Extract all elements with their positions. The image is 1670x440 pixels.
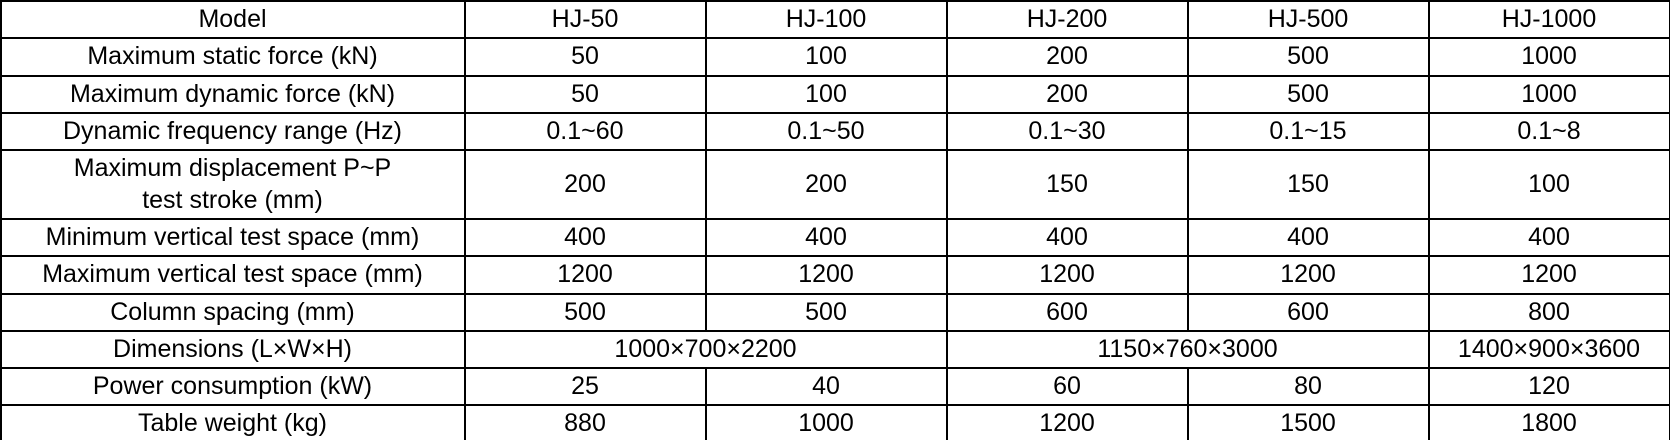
- row-label: Table weight (kg): [1, 405, 465, 440]
- table-row: [1, 1, 1670, 38]
- table-row: [1, 368, 1670, 405]
- table-cell: 1800: [1429, 405, 1670, 440]
- table-cell: 1200: [1429, 256, 1670, 293]
- table-row: [1, 113, 1670, 150]
- table-cell: 60: [947, 368, 1188, 405]
- table-cell: HJ-500: [1188, 1, 1429, 38]
- table-cell: 200: [947, 38, 1188, 75]
- table-cell: 0.1~50: [706, 113, 947, 150]
- table-cell: 80: [1188, 368, 1429, 405]
- table-cell: 25: [465, 368, 706, 405]
- table-cell: 1000: [706, 405, 947, 440]
- table-row: [1, 256, 1670, 293]
- table-cell: HJ-200: [947, 1, 1188, 38]
- table-row: [1, 219, 1670, 256]
- table-cell: 400: [706, 219, 947, 256]
- table-cell: 1500: [1188, 405, 1429, 440]
- table-row: [1, 405, 1670, 440]
- table-cell: 1200: [465, 256, 706, 293]
- table-cell: 1000: [1429, 76, 1670, 113]
- row-label: Column spacing (mm): [1, 294, 465, 331]
- row-label: Dimensions (L×W×H): [1, 331, 465, 368]
- table-cell: 600: [1188, 294, 1429, 331]
- table-cell: 0.1~60: [465, 113, 706, 150]
- table-cell: 150: [1188, 150, 1429, 219]
- row-label: Model: [1, 1, 465, 38]
- table-cell: 1200: [706, 256, 947, 293]
- table-cell: 0.1~8: [1429, 113, 1670, 150]
- row-label: Dynamic frequency range (Hz): [1, 113, 465, 150]
- table-cell: HJ-50: [465, 1, 706, 38]
- table-cell: 50: [465, 38, 706, 75]
- table-cell: 200: [465, 150, 706, 219]
- table-cell: 880: [465, 405, 706, 440]
- table-cell: HJ-100: [706, 1, 947, 38]
- table-cell: 500: [706, 294, 947, 331]
- table-cell: 150: [947, 150, 1188, 219]
- row-label: [1, 150, 465, 219]
- table-cell: 0.1~15: [1188, 113, 1429, 150]
- table-cell: 1200: [947, 256, 1188, 293]
- table-cell: 400: [1188, 219, 1429, 256]
- table-cell: 400: [947, 219, 1188, 256]
- table-cell: 1200: [1188, 256, 1429, 293]
- row-label-line2: test stroke (mm): [142, 185, 323, 214]
- table-cell: 50: [465, 76, 706, 113]
- table-row: [1, 38, 1670, 75]
- table-cell: 500: [1188, 76, 1429, 113]
- row-label: Power consumption (kW): [1, 368, 465, 405]
- table-cell: 0.1~30: [947, 113, 1188, 150]
- table-cell: HJ-1000: [1429, 1, 1670, 38]
- table-cell: 200: [706, 150, 947, 219]
- table-row: [1, 150, 1670, 219]
- table-cell: 500: [1188, 38, 1429, 75]
- table-cell: 40: [706, 368, 947, 405]
- table-cell: 600: [947, 294, 1188, 331]
- table-cell: 800: [1429, 294, 1670, 331]
- table-row: [1, 294, 1670, 331]
- table-cell-merged: 1000×700×2200: [465, 331, 947, 368]
- table-cell: 1000: [1429, 38, 1670, 75]
- row-label-line1: Maximum displacement P~P: [73, 154, 392, 183]
- table-cell: 400: [1429, 219, 1670, 256]
- table-cell: 100: [706, 76, 947, 113]
- row-label: Maximum dynamic force (kN): [1, 76, 465, 113]
- table-cell-merged: 1150×760×3000: [947, 331, 1429, 368]
- table-cell: 100: [706, 38, 947, 75]
- table-cell: 1200: [947, 405, 1188, 440]
- table-cell: 500: [465, 294, 706, 331]
- table-cell-merged: 1400×900×3600: [1429, 331, 1670, 368]
- table-cell: 400: [465, 219, 706, 256]
- table-cell: 100: [1429, 150, 1670, 219]
- row-label: Maximum vertical test space (mm): [1, 256, 465, 293]
- table-row: [1, 331, 1670, 368]
- table-cell: 200: [947, 76, 1188, 113]
- table-cell: 120: [1429, 368, 1670, 405]
- row-label: Minimum vertical test space (mm): [1, 219, 465, 256]
- row-label: Maximum static force (kN): [1, 38, 465, 75]
- table-row: [1, 76, 1670, 113]
